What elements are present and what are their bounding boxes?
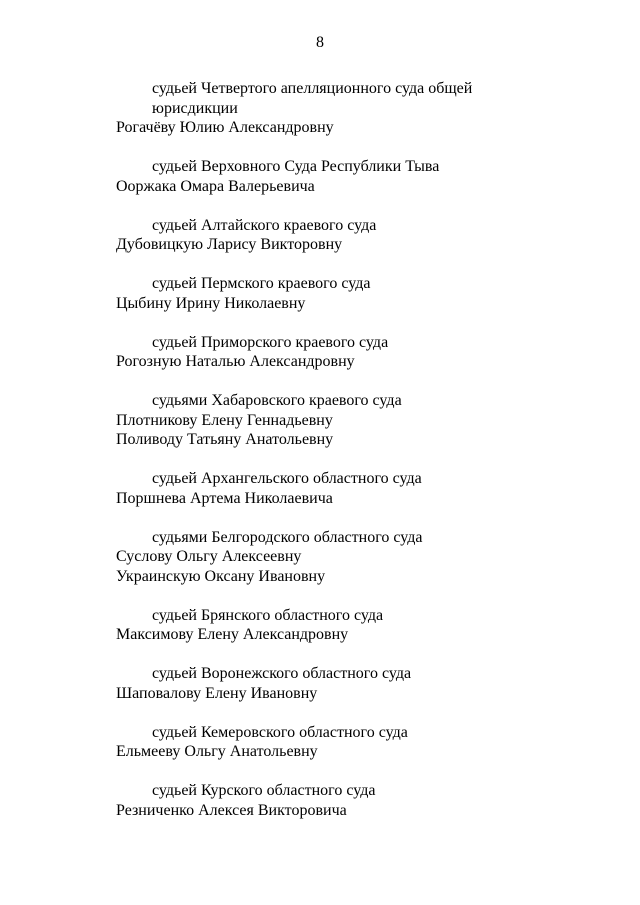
person-name: Шаповалову Елену Ивановну — [116, 684, 318, 702]
person-name: Дубовицкую Ларису Викторовну — [116, 236, 343, 253]
person-name: Рогозную Наталью Александровну — [116, 353, 355, 370]
appointment-entry — [116, 723, 586, 762]
court-position: судьей Пермского краевого суда — [152, 275, 371, 292]
appointment-entry — [116, 781, 586, 820]
person-name: Суслову Ольгу Алексеевну — [116, 548, 302, 565]
appointment-entry — [116, 79, 586, 138]
court-position: судьей Верховного Суда Республики Тыва — [152, 158, 440, 175]
appointment-entry — [116, 333, 586, 372]
court-position: судьями Хабаровского краевого суда — [152, 392, 402, 409]
appointment-entry — [116, 216, 586, 255]
person-name: Плотникову Елену Геннадьевну — [116, 411, 333, 429]
person-name: Ооржака Омара Валерьевича — [116, 177, 315, 195]
court-position: судьей Четвертого апелляционного суда общей юрисдикции — [152, 80, 473, 117]
court-position: судьей Алтайского краевого суда — [152, 216, 377, 234]
court-position: судьей Курского областного суда — [152, 782, 376, 799]
appointment-entry — [116, 469, 586, 508]
appointment-entry — [116, 391, 586, 450]
court-position: судьей Кемеровского областного суда — [152, 723, 408, 741]
person-name: Резниченко Алексея Викторовича — [116, 801, 347, 819]
court-position: судьей Приморского краевого суда — [152, 333, 389, 351]
appointment-entry — [116, 528, 586, 587]
court-position: судьей Архангельского областного суда — [152, 470, 422, 487]
appointment-entry — [116, 664, 586, 703]
document-body — [116, 79, 586, 840]
person-name: Поршнева Артема Николаевича — [116, 489, 333, 507]
person-name: Украинскую Оксану Ивановну — [116, 567, 326, 585]
appointment-entry — [116, 606, 586, 645]
appointment-entry — [116, 157, 586, 196]
court-position: судьей Воронежского областного суда — [152, 665, 412, 682]
court-position: судьями Белгородского областного суда — [152, 528, 423, 546]
person-name: Ельмееву Ольгу Анатольевну — [116, 743, 318, 760]
page-number: 8 — [316, 34, 324, 51]
appointment-entry — [116, 274, 586, 313]
person-name: Цыбину Ирину Николаевну — [116, 294, 306, 312]
court-position: судьей Брянского областного суда — [152, 606, 384, 624]
person-name: Рогачёву Юлию Александровну — [116, 119, 334, 136]
person-name: Поливоду Татьяну Анатольевну — [116, 431, 334, 448]
person-name: Максимову Елену Александровну — [116, 626, 349, 643]
